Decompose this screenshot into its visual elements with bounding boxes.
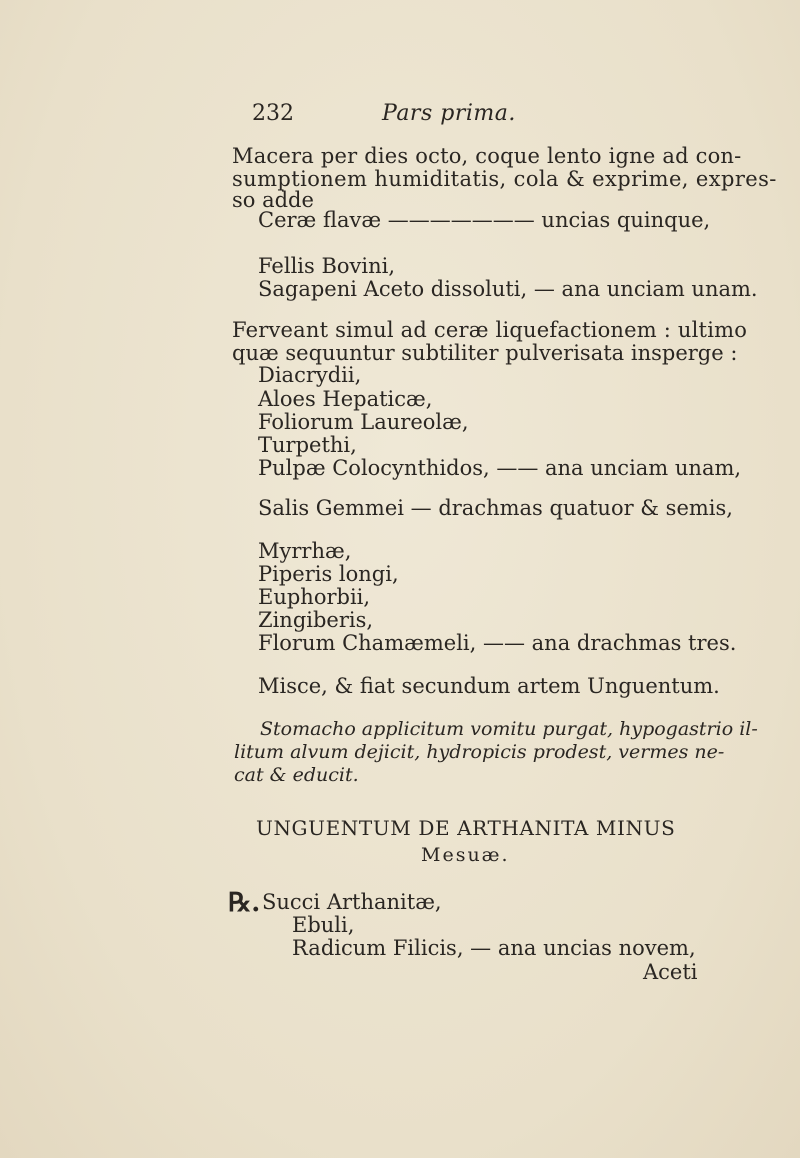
usage-line: cat & educit. xyxy=(234,764,359,786)
text-line: Macera per dies octo, coque lento igne ad con- xyxy=(232,144,742,168)
running-title: Pars prima. xyxy=(382,101,516,126)
recipe-line: Succi Arthanitæ, xyxy=(262,890,442,914)
text-line: quæ sequuntur subtiliter pulverisata insperge : xyxy=(232,341,738,365)
text-line: Zingiberis, xyxy=(258,608,374,632)
usage-line: Stomacho applicitum vomitu purgat, hypogastrio il- xyxy=(260,718,758,740)
recipe-line: Ebuli, xyxy=(292,913,355,937)
page-number: 232 xyxy=(252,101,294,126)
recipe-line: Radicum Filicis, — ana uncias novem, xyxy=(292,936,696,960)
text-line: Salis Gemmei — drachmas quatuor & semis, xyxy=(258,496,733,520)
text-line: Euphorbii, xyxy=(258,585,371,609)
text-line: Pulpæ Colocynthidos, —— ana unciam unam, xyxy=(258,456,742,480)
text-line: Ferveant simul ad ceræ liquefactionem : ultimo xyxy=(232,318,748,342)
recipe-line: Aceti xyxy=(643,960,698,984)
section-author: Mesuæ. xyxy=(421,844,510,866)
text-line: Diacrydii, xyxy=(258,363,362,387)
text-line: Ceræ flavæ ——————— uncias quinque, xyxy=(258,208,711,232)
text-line: Sagapeni Aceto dissoluti, — ana unciam unam. xyxy=(258,277,758,301)
text-line: so adde xyxy=(232,188,314,212)
text-line: Misce, & fiat secundum artem Unguentum. xyxy=(258,674,720,698)
section-title: UNGUENTUM DE ARTHANITA MINUS xyxy=(256,816,676,840)
text-line: Fellis Bovini, xyxy=(258,254,396,278)
text-line: sumptionem humiditatis, cola & exprime, expres- xyxy=(232,167,777,191)
recipe-symbol: ℞. xyxy=(228,888,261,918)
text-line: Florum Chamæmeli, —— ana drachmas tres. xyxy=(258,631,737,655)
text-line: Foliorum Laureolæ, xyxy=(258,410,469,434)
text-line: Piperis longi, xyxy=(258,562,399,586)
text-line: Aloes Hepaticæ, xyxy=(258,387,433,411)
text-line: Turpethi, xyxy=(258,433,357,457)
text-line: Myrrhæ, xyxy=(258,539,352,563)
usage-line: litum alvum dejicit, hydropicis prodest, vermes ne- xyxy=(234,741,725,763)
